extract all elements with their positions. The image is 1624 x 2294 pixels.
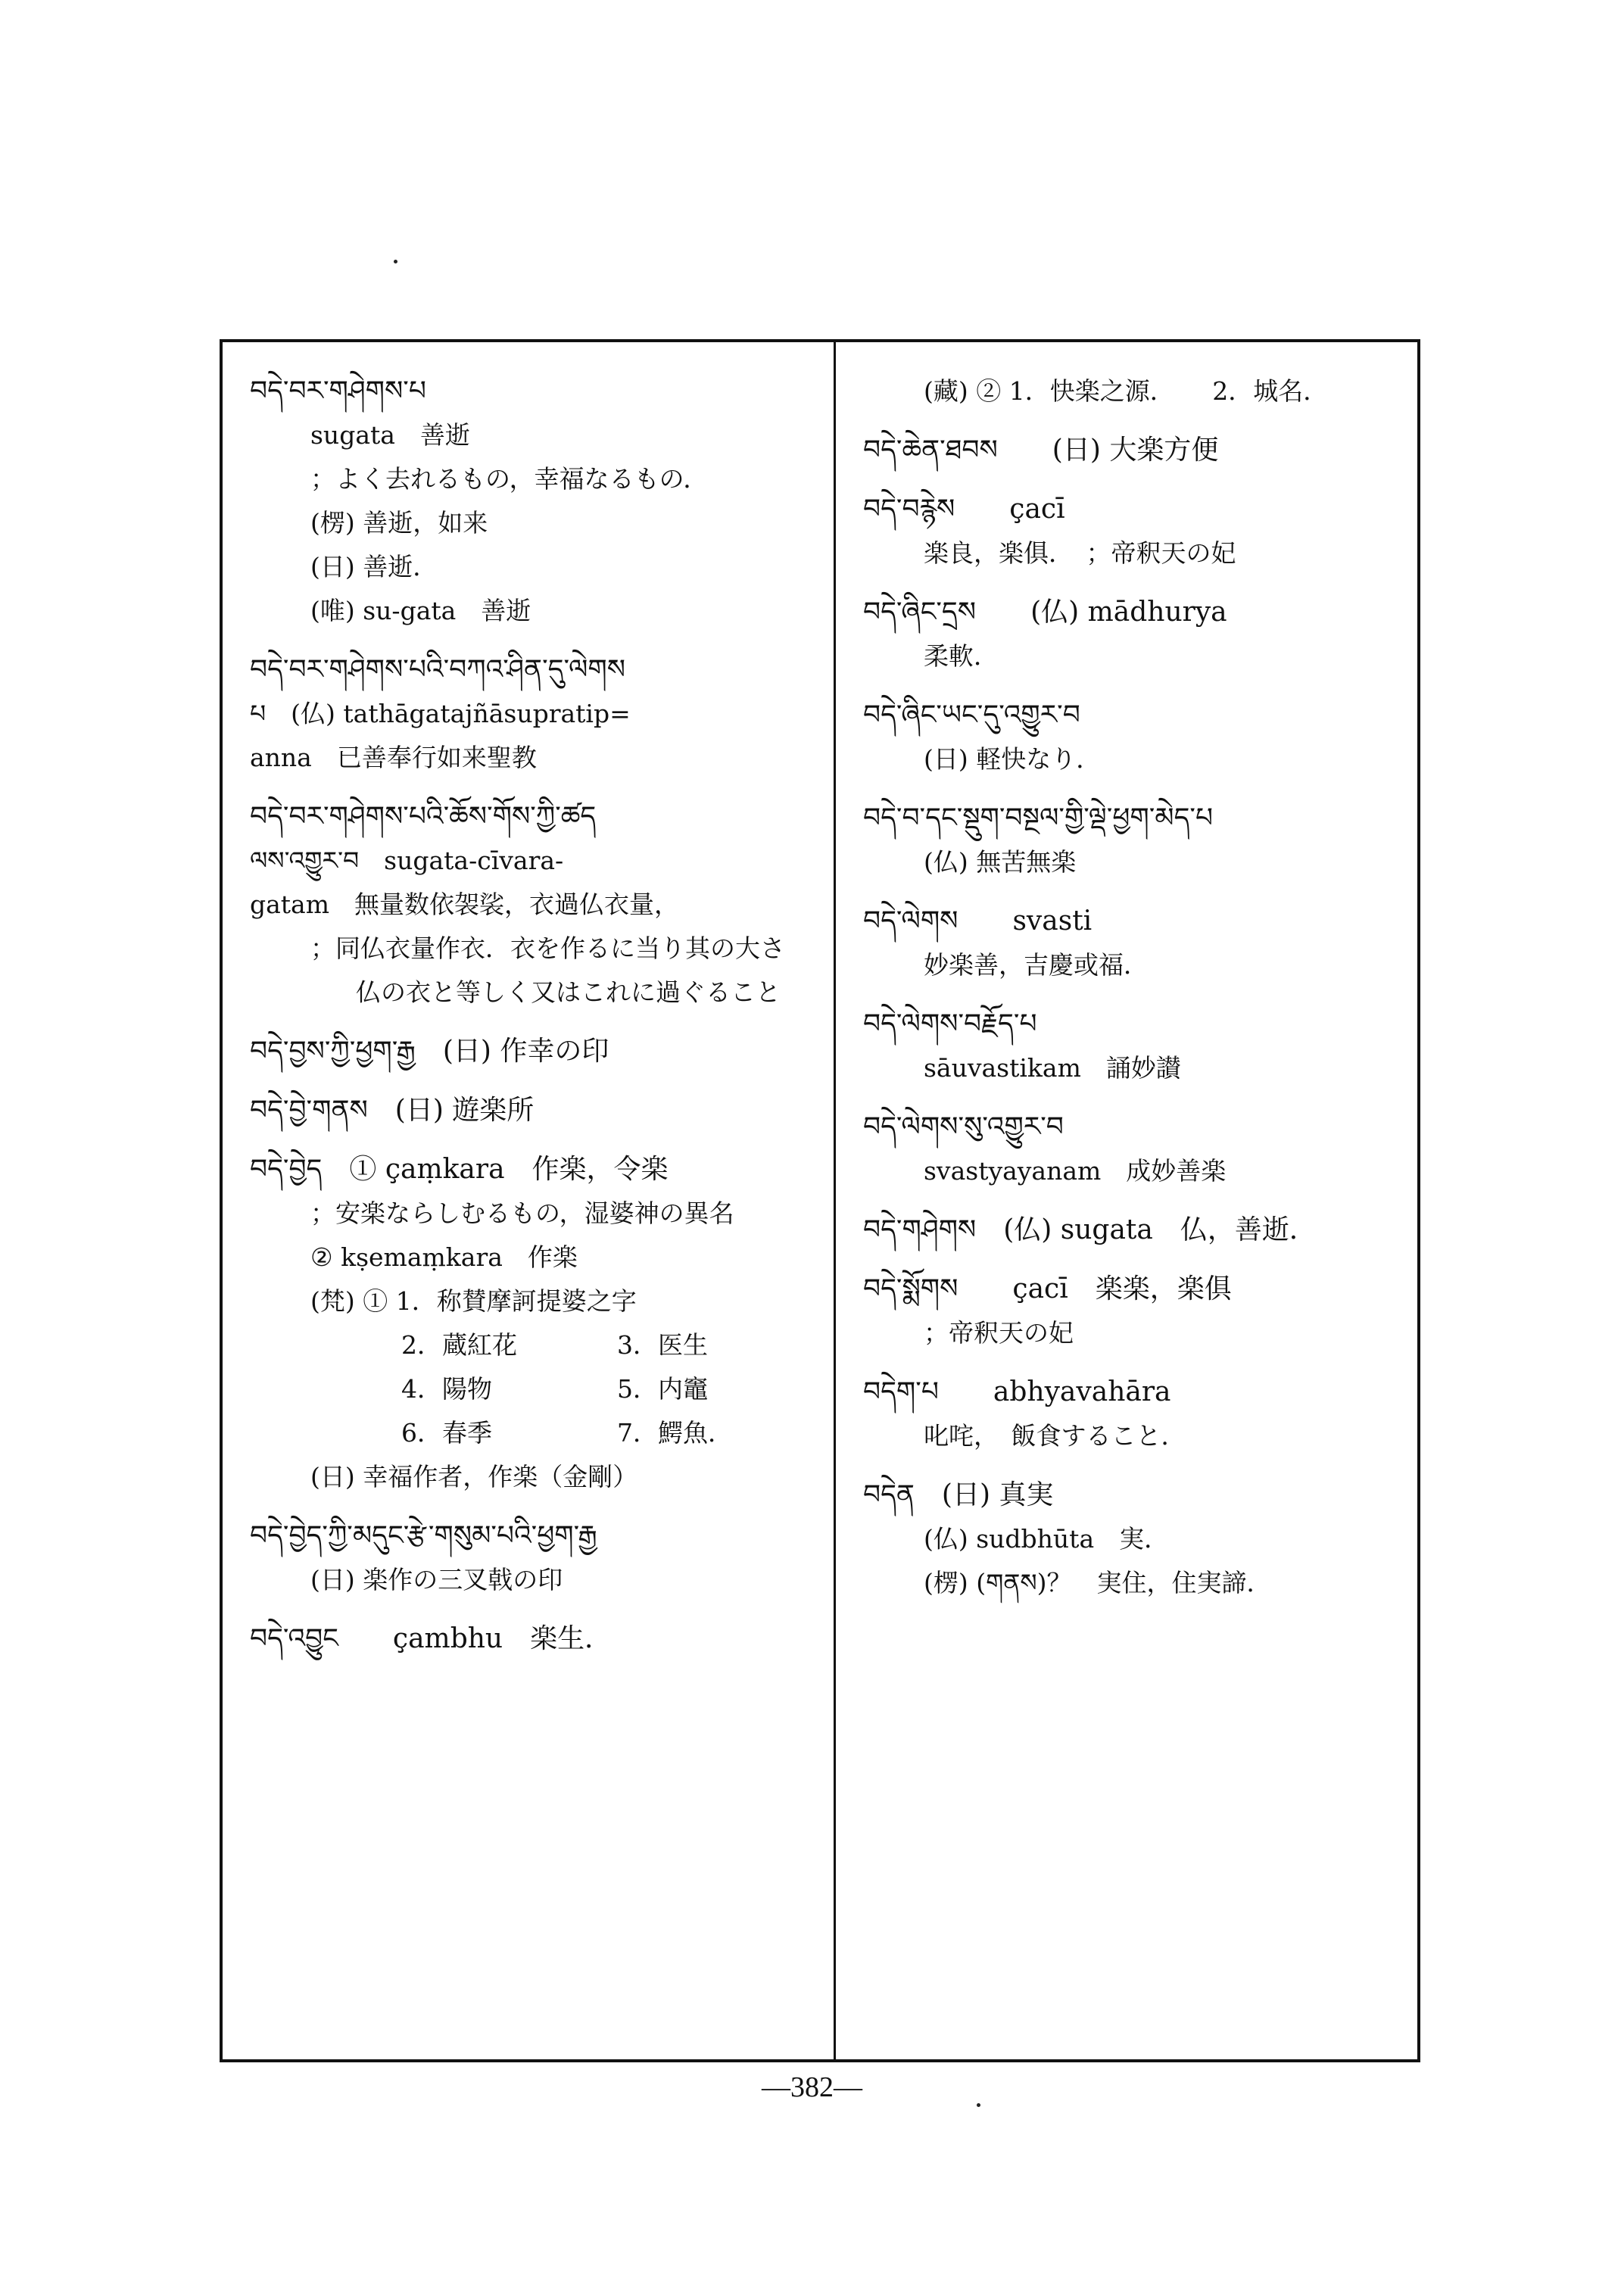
entry-headword: བདེ་འབྱུང çambhu 楽生． [250,1623,613,1654]
dictionary-page-frame [220,339,1420,2062]
dictionary-entry [863,1267,1408,1355]
entry-line: 仏の衣と等しく又はこれに過ぐること [356,977,781,1007]
dictionary-entry [863,369,1408,413]
entry-line: sāuvastikam 誦妙讃 [924,1053,1181,1083]
entry-headword: བདེ་བྱེད་ཀྱི་མདུང་རྩེ་གསུམ་པའི་ཕྱག་རྒྱ [250,1520,597,1551]
entry-line: 4．陽物 5．内竈 [401,1374,708,1404]
entry-headword: བདེ་བར་གཤེགས་པའི་བཀའ་ཤིན་དུ་ལེགས [250,654,626,685]
dictionary-entry [863,899,1408,987]
dictionary-entry [863,1105,1408,1193]
entry-headword: བདེ་ལེགས svasti [863,905,1093,937]
entry-line: ；安楽ならしむるもの，湿婆神の異名 [310,1198,734,1228]
entry-line: 楽良，楽俱． ；帝釈天の妃 [924,538,1236,568]
entry-line: (梵) ① 1．称賛摩訶提婆之字 [310,1286,637,1316]
entry-line: svastyayanam 成妙善楽 [924,1156,1227,1186]
dictionary-entry [250,1148,810,1499]
entry-headword: བདེ་ལེགས་སུ་འགྱུར་བ [863,1111,1064,1142]
entry-line: (日) 軽快なり． [924,744,1102,774]
dictionary-entry [250,1089,810,1133]
entry-headword: བདེ་བར་གཤེགས་པའི་ཆོས་གོས་ཀྱི་ཚད [250,801,597,832]
entry-line: (仏) 無苦無楽 [924,847,1077,877]
dictionary-entry [863,488,1408,575]
dictionary-entry [250,648,810,780]
entry-line: 2．蔵紅花 3．医生 [401,1330,708,1360]
entry-headword: བདེ་བ་དང་སྡུག་བསྔལ་གྱི་ལྡེ་ཕྱག་མེད་པ [863,803,1214,834]
entry-headword: བདེ་གཤེགས (仏) sugata 仏，善逝． [863,1214,1317,1245]
scan-speck [394,260,397,263]
dictionary-entry [863,1002,1408,1090]
dictionary-entry [250,1514,810,1602]
scan-speck [977,2103,980,2107]
right-column [863,369,1408,1620]
entry-line: ལས་འགྱུར་བ sugata-cīvara- [250,846,564,875]
entry-line: (日) 幸福作者，作楽（金剛） [310,1462,638,1491]
page-number: —382— [762,2071,862,2103]
entry-headword: བདེག་པ abhyavahāra [863,1376,1171,1407]
entry-line: 叱咤， 飯食すること． [924,1421,1186,1451]
entry-headword: བདེ་ལེགས་བརྗོད་པ [863,1008,1037,1039]
entry-line: sugata 善逝 [310,420,470,450]
entry-headword: བདེན (日) 真実 [863,1479,1054,1510]
entry-line: ② kṣemaṃkara 作楽 [310,1242,578,1272]
dictionary-entry [250,1617,810,1661]
entry-line: (楞) (གནས)？ 実住，住実諦． [924,1568,1272,1597]
entry-headword: བདེ་སྨོགས çacī 楽楽，楽俱 [863,1273,1232,1304]
entry-line: 6．春季 7．鰐魚． [401,1418,733,1448]
column-divider [834,342,836,2059]
dictionary-entry [863,1208,1408,1252]
dictionary-entry [250,369,810,633]
dictionary-entry [250,1030,810,1074]
dictionary-entry [250,795,810,1015]
entry-line: (仏) sudbhūta 実． [924,1524,1170,1554]
entry-headword: བདེ་ཆེན་ཐབས (日) 大楽方便 [863,435,1219,466]
entry-headword: བདེ་བྱེ་གནས (日) 遊楽所 [250,1095,535,1126]
entry-line: ；同仏衣量作衣．衣を作るに当り其の大さ [310,933,785,963]
entry-line: (楞) 善逝，如来 [310,508,488,538]
entry-headword: བདེ་ཞིང་ཡང་དུ་འགྱུར་བ [863,700,1080,731]
entry-line: ；よく去れるもの，幸福なるもの． [310,464,709,494]
entry-headword: བདེ་བྱས་ཀྱི་ཕྱག་རྒྱ (日) 作幸の印 [250,1036,609,1067]
entry-line: པ (仏) tathāgatajñāsupratip= [250,699,631,728]
dictionary-entry [863,591,1408,678]
dictionary-entry [863,796,1408,884]
dictionary-entry [863,693,1408,781]
dictionary-entry [863,1370,1408,1458]
entry-line: ；帝釈天の妃 [924,1318,1074,1348]
entry-line: (日) 楽作の三叉戟の印 [310,1565,563,1594]
entry-line: 柔軟． [924,641,999,671]
entry-headword: བདེ་བར་གཤེགས་པ [250,376,426,407]
entry-line: 妙楽善，吉慶或福． [924,950,1149,980]
left-column [250,369,810,1676]
entry-line: (唯) su-gata 善逝 [310,596,531,625]
entry-headword: བདེ་ཞིང་དྲས (仏) mādhurya [863,597,1227,628]
entry-line: (日) 善逝． [310,552,438,581]
entry-line: gatam 無量数依袈裟，衣過仏衣量， [250,890,680,919]
entry-headword: བདེ་བྱེད ① çaṃkara 作楽，令楽 [250,1154,669,1185]
entry-line: (藏) ② 1．快楽之源． 2．城名． [924,376,1329,406]
dictionary-entry [863,429,1408,472]
dictionary-entry [863,1473,1408,1605]
entry-headword: བདེ་བརྙེས çacī [863,494,1065,525]
entry-line: anna 已善奉行如来聖教 [250,743,537,772]
